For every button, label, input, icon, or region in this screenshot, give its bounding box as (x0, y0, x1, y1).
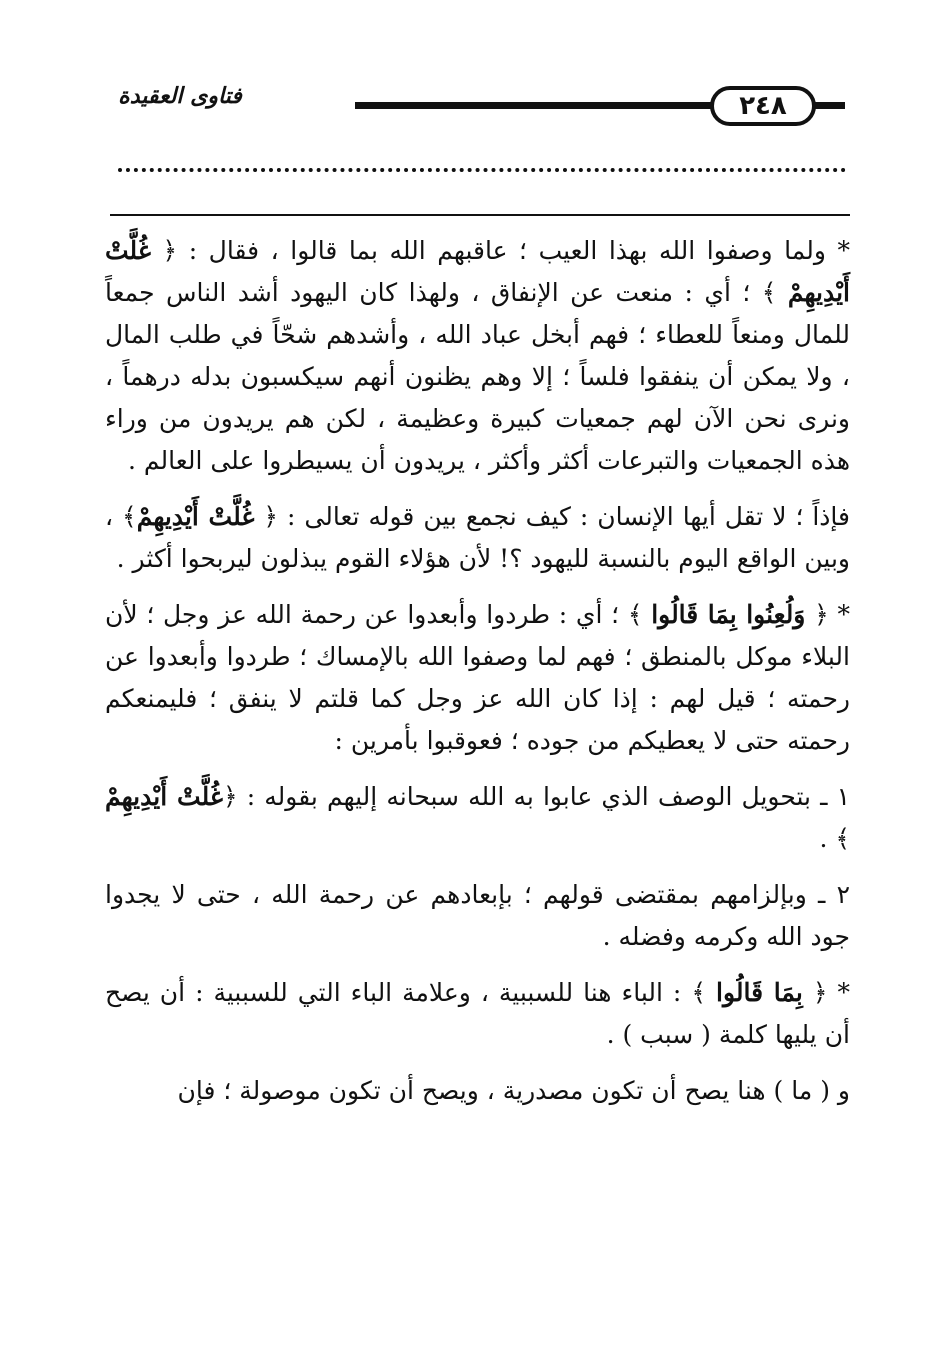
quran-verse: وَلُعِنُوا بِمَا قَالُوا (651, 600, 806, 629)
quran-bracket-close: ﴾ (122, 502, 137, 531)
paragraph (105, 972, 850, 1056)
quran-verse: غُلَّتْ أَيْدِيهِمْ (105, 782, 223, 811)
quran-bracket-close: ﴾ (627, 600, 652, 629)
quran-bracket-open: ﴿ (805, 600, 829, 629)
paragraph (105, 230, 850, 482)
paragraph-text: * (827, 978, 850, 1007)
paragraph-text: و ( ما ) هنا يصح أن تكون مصدرية ، ويصح أن تكون موصولة ؛ فإن (177, 1076, 850, 1105)
paragraph-text: * (828, 600, 850, 629)
book-title: فتاوى العقيدة (118, 84, 242, 109)
paragraph (105, 874, 850, 958)
paragraph-text: ، وبين الواقع اليوم بالنسبة لليهود ؟! لأن هؤلاء القوم يبذلون ليربحوا أكثر . (105, 502, 850, 573)
paragraph-text: . (819, 824, 836, 853)
quran-bracket-open: ﴿ (802, 978, 828, 1007)
quran-bracket-open: ﴿ (150, 236, 178, 265)
page-number: ٢٤٨ (710, 86, 816, 126)
quran-verse: غُلَّتْ أَيْدِيهِمْ (105, 236, 850, 307)
paragraph-text: ٢ ـ وبإلزامهم بمقتضى قولهم ؛ بإبعادهم عن رحمة الله ، حتى لا يجدوا جود الله وكرمه وفضله . (105, 880, 850, 951)
paragraph-text: ؛ أي : طردوا وأبعدوا عن رحمة الله عز وجل ؛ لأن البلاء موكل بالمنطق ؛ فهم لما وصفوا الله بالإمساك ؛ طردوا وأبعدوا عن رحمته ؛ قيل لهم : إذا كان الله عز وجل كما قلتم لا ينفق ؛ فليمنعكم رحمته حتى لا يعطيكم من جوده ؛ فعوقبوا بأمرين : (105, 600, 850, 755)
footnote-dotted-separator (118, 168, 846, 172)
paragraph-text: ١ ـ بتحويل الوصف الذي عابوا به الله سبحانه إليهم بقوله : (237, 782, 851, 811)
paragraph-text: : الباء هنا للسببية ، وعلامة الباء التي للسببية : أن يصح أن يليها كلمة ( سبب ) . (105, 978, 850, 1049)
paragraph-text: ؛ أي : منعت عن الإنفاق ، ولهذا كان اليهود أشد الناس جمعاً للمال ومنعاً للعطاء ؛ فهم أبخل عباد الله ، وأشدهم شحّاً في طلب المال ، ولا يمكن أن ينفقوا فلساً ؛ إلا وهم يظنون أنهم سيكسبون بدله درهماً ، ونرى نحن الآن لهم جمعيات كبيرة وعظيمة ، لكن هم يريدون من وراء هذه الجمعيات والتبرعات أكثر وأكثر ، يريدون أن يسيطروا على العالم . (105, 278, 850, 475)
paragraph-text: * ولما وصفوا الله بهذا العيب ؛ عاقبهم الله بما قالوا ، فقال : (177, 236, 850, 265)
page-body (105, 230, 850, 1126)
paragraph (105, 776, 850, 860)
separator-rule (110, 214, 850, 216)
quran-bracket-open: ﴿ (254, 502, 279, 531)
quran-verse: غُلَّتْ أَيْدِيهِمْ (136, 502, 255, 531)
paragraph-text: فإذاً ؛ لا تقل أيها الإنسان : كيف نجمع بين قوله تعالى : (278, 502, 850, 531)
quran-bracket-open: ﴿ (222, 782, 238, 811)
quran-bracket-close: ﴾ (835, 824, 850, 853)
quran-bracket-close: ﴾ (761, 278, 788, 307)
quran-verse: بِمَا قَالُوا (716, 978, 803, 1007)
paragraph (105, 496, 850, 580)
paragraph (105, 594, 850, 762)
paragraph (105, 1070, 850, 1112)
page-header (100, 80, 845, 130)
quran-bracket-close: ﴾ (691, 978, 716, 1007)
